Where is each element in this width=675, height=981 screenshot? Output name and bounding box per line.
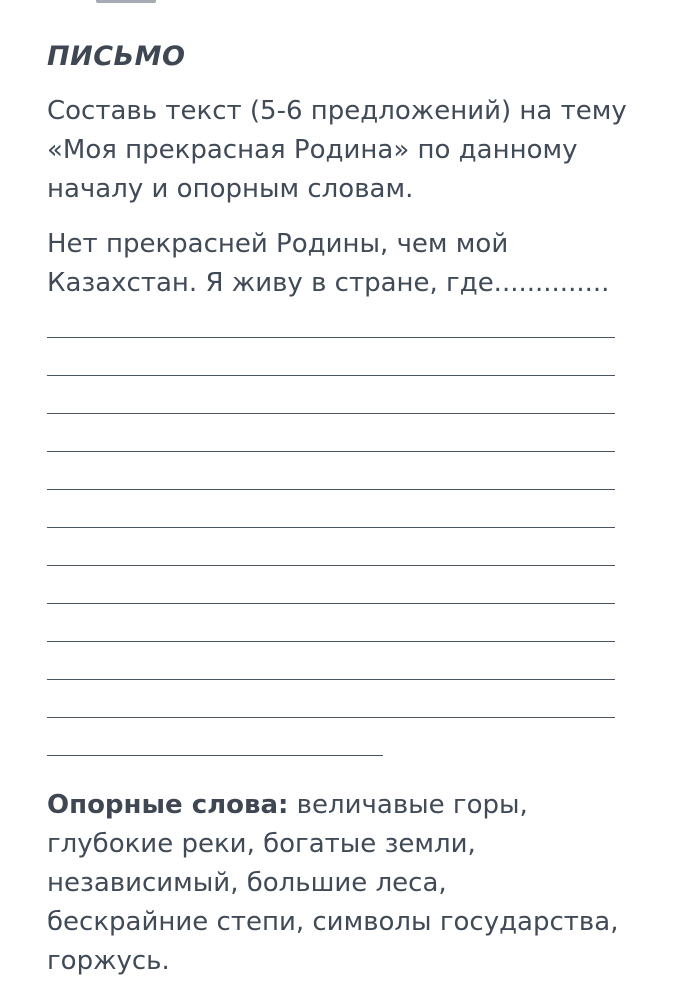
keywords-line: горжусь. bbox=[47, 946, 170, 976]
keywords-line: глубокие реки, богатые земли, bbox=[47, 829, 476, 859]
answer-line bbox=[47, 566, 615, 604]
answer-line bbox=[47, 300, 615, 338]
answer-lines bbox=[47, 300, 617, 756]
keywords-label: Опорные слова: bbox=[47, 790, 289, 820]
task-line: «Моя прекрасная Родина» по данному bbox=[47, 135, 578, 165]
keywords-block bbox=[47, 786, 657, 981]
task-instruction bbox=[47, 92, 647, 209]
keywords-line: независимый, большие леса, bbox=[47, 868, 447, 898]
answer-line bbox=[47, 528, 615, 566]
task-line: началу и опорным словам. bbox=[47, 174, 414, 204]
keywords-line: бескрайние степи, символы государства, bbox=[47, 907, 619, 937]
answer-line bbox=[47, 490, 615, 528]
task-line: Составь текст (5-6 предложений) на тему bbox=[47, 96, 627, 126]
cropped-top-fragment bbox=[96, 0, 156, 3]
section-title: ПИСЬМО bbox=[47, 41, 186, 72]
keywords-first-line bbox=[47, 786, 657, 825]
answer-line bbox=[47, 604, 615, 642]
text-beginning bbox=[47, 225, 647, 303]
beginning-line: Нет прекрасней Родины, чем мой bbox=[47, 229, 509, 259]
answer-line bbox=[47, 642, 615, 680]
beginning-line: Казахстан. Я живу в стране, где.............. bbox=[47, 268, 610, 298]
answer-line bbox=[47, 414, 615, 452]
answer-line bbox=[47, 452, 615, 490]
answer-line-short bbox=[47, 718, 383, 756]
keywords-first-items: величавые горы, bbox=[288, 790, 528, 820]
answer-line bbox=[47, 376, 615, 414]
answer-line bbox=[47, 338, 615, 376]
answer-line bbox=[47, 680, 615, 718]
